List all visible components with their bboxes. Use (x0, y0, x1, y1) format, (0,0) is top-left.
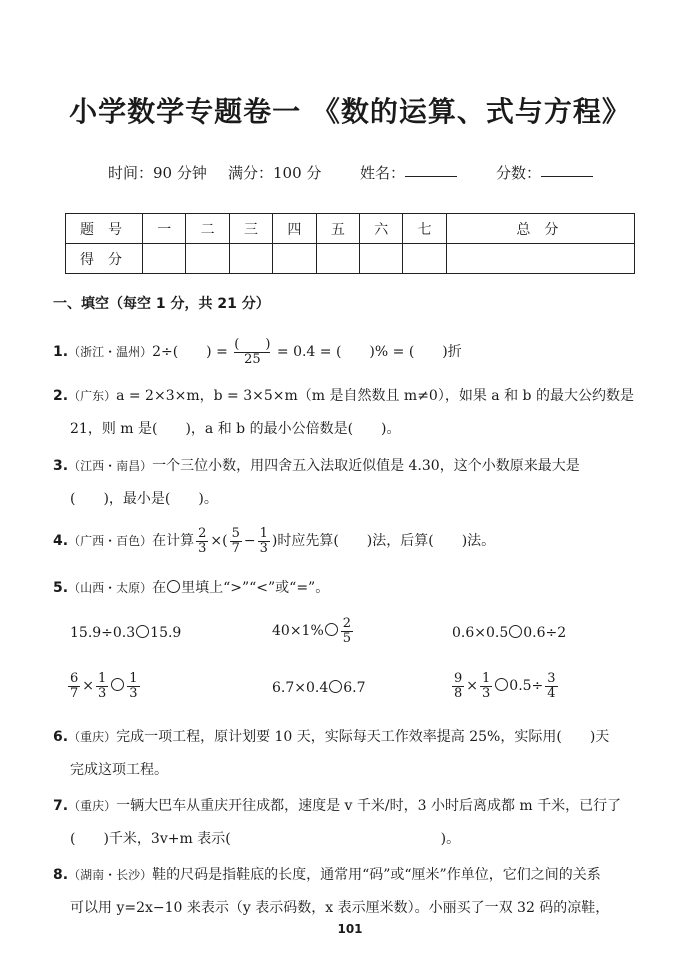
expr-left: 0.6×0.5 (452, 625, 509, 641)
expr-right: 0.6÷2 (523, 625, 567, 641)
question-text: 2÷( ) = (152, 344, 233, 361)
expr-left: 15.9÷0.3 (70, 625, 136, 641)
section-heading: 一、填空（每空 1 分，共 21 分） (53, 296, 270, 312)
score-cell[interactable] (446, 244, 634, 274)
header-cell: 四 (273, 214, 316, 244)
denominator: 3 (259, 540, 268, 556)
compare-expression-6 (450, 672, 560, 700)
question-source: （江西・南昌） (68, 459, 153, 473)
fraction (545, 672, 557, 700)
question-3 (53, 455, 580, 475)
compare-expression-5 (272, 680, 366, 696)
question-text: 完成一项工程，原计划要 10 天，实际每天工作效率提高 25%，实际用( )天 (116, 729, 610, 745)
question-1 (53, 338, 462, 366)
score-row-label: 得分 (66, 244, 143, 274)
compare-circle[interactable] (495, 678, 508, 691)
header-cell: 七 (403, 214, 446, 244)
denominator: 4 (547, 685, 556, 701)
full-score-label: 满分：100 分 (228, 164, 322, 182)
question-text: 一辆大巴车从重庆开往成都，速度是 v 千米/时，3 小时后离成都 m 千米，已行了 (116, 798, 622, 814)
fraction (234, 338, 270, 366)
question-text: 在 (152, 580, 167, 596)
header-cell: 一 (143, 214, 186, 244)
fraction (452, 672, 464, 700)
question-source: （重庆） (68, 730, 117, 744)
score-table (65, 213, 635, 274)
score-blank[interactable] (541, 162, 593, 177)
fraction (258, 527, 270, 555)
fraction (196, 527, 208, 555)
expr-right: 15.9 (150, 625, 182, 641)
fraction (68, 672, 80, 700)
expr-right: 6.7 (343, 680, 366, 696)
question-source: （广西・百色） (68, 534, 153, 549)
numerator: 2 (198, 526, 207, 541)
expr-left: 6.7×0.4 (272, 680, 329, 696)
header-cell: 总分 (446, 214, 634, 244)
question-text: 里填上“>”“<”或“=”。 (181, 580, 330, 596)
question-4 (53, 527, 495, 555)
question-text: − (243, 533, 256, 550)
compare-circle[interactable] (509, 625, 522, 638)
question-2 (53, 385, 634, 405)
score-table-header-row (66, 214, 635, 244)
score-cell[interactable] (403, 244, 446, 274)
denominator: 5 (342, 630, 352, 646)
question-6-line-2: 完成这项工程。 (70, 762, 168, 778)
score-cell[interactable] (186, 244, 229, 274)
question-number: 3. (53, 458, 69, 474)
question-text: a = 2×3×m，b = 3×5×m（m 是自然数且 m≠0），如果 a 和 b 的最大公约数是 (116, 388, 634, 404)
fraction (480, 672, 492, 700)
fraction (96, 672, 108, 700)
score-cell[interactable] (229, 244, 272, 274)
question-5 (53, 577, 329, 597)
numerator: 2 (342, 616, 352, 631)
name-label: 姓名： (360, 164, 406, 182)
question-number: 4. (53, 533, 69, 550)
question-7 (53, 795, 621, 815)
score-cell[interactable] (273, 244, 316, 274)
fraction (127, 672, 139, 700)
denominator: 3 (98, 685, 107, 701)
denominator: 7 (70, 685, 79, 701)
numerator: 3 (547, 671, 556, 686)
question-8-line-2: 可以用 y=2x−10 来表示（y 表示码数，x 表示厘米数）。小丽买了一双 32 码的凉鞋， (70, 900, 610, 916)
denominator: 25 (234, 352, 270, 367)
numerator: 1 (98, 671, 107, 686)
header-cell: 二 (186, 214, 229, 244)
expr-left: 40×1% (272, 623, 324, 640)
question-text: 一个三位小数，用四舍五入法取近似值是 4.30，这个小数原来最大是 (152, 458, 580, 474)
question-source: （湖南・长沙） (68, 868, 153, 882)
numerator: 1 (259, 526, 268, 541)
score-table-score-row (66, 244, 635, 274)
expr-right: 0.5÷ (509, 678, 544, 695)
denominator: 3 (198, 540, 207, 556)
question-number: 6. (53, 729, 69, 745)
time-label: 时间：90 分钟 (108, 164, 207, 182)
compare-expression-1 (70, 625, 181, 641)
numerator: 6 (70, 671, 79, 686)
fraction (230, 527, 242, 555)
question-text: ×( (210, 533, 228, 550)
denominator: 3 (129, 685, 138, 701)
operator: × (82, 678, 95, 695)
question-number: 8. (53, 867, 69, 883)
denominator: 7 (231, 540, 240, 556)
fraction (341, 617, 353, 645)
numerator: ( ) (234, 337, 271, 352)
numerator: 1 (129, 671, 138, 686)
compare-circle[interactable] (325, 623, 338, 636)
numerator: 9 (454, 671, 463, 686)
circle-icon (167, 580, 180, 593)
question-number: 7. (53, 798, 69, 814)
denominator: 3 (482, 685, 491, 701)
question-number: 2. (53, 388, 69, 404)
question-source: （浙江・温州） (68, 345, 153, 360)
score-cell[interactable] (143, 244, 186, 274)
question-source: （广东） (68, 389, 117, 403)
score-label: 分数： (496, 164, 542, 182)
header-cell: 三 (229, 214, 272, 244)
question-source: （山西・太原） (68, 581, 153, 595)
header-cell: 题号 (66, 214, 143, 244)
compare-circle[interactable] (329, 680, 342, 693)
question-6 (53, 726, 609, 746)
page-title: 小学数学专题卷一 《数的运算、式与方程》 (69, 95, 631, 128)
compare-expression-3 (452, 625, 566, 641)
compare-expression-2 (272, 617, 355, 645)
header-cell: 六 (360, 214, 403, 244)
score-cell[interactable] (360, 244, 403, 274)
name-blank[interactable] (405, 162, 457, 177)
question-8 (53, 864, 601, 884)
question-text: 鞋的尺码是指鞋底的长度，通常用“码”或“厘米”作单位，它们之间的关系 (152, 867, 601, 883)
question-number: 5. (53, 580, 69, 596)
compare-expression-4 (66, 672, 142, 700)
page-number: 101 (337, 922, 363, 936)
compare-circle[interactable] (111, 678, 124, 691)
question-source: （重庆） (68, 799, 117, 813)
header-cell: 五 (316, 214, 359, 244)
numerator: 5 (231, 526, 240, 541)
denominator: 8 (454, 685, 463, 701)
question-3-line-2: ( )，最小是( )。 (70, 491, 218, 507)
question-text: = 0.4 = ( )% = ( )折 (272, 344, 462, 361)
numerator: 1 (482, 671, 491, 686)
question-number: 1. (53, 344, 69, 361)
compare-circle[interactable] (136, 625, 149, 638)
question-7-line-2: ( )千米，3v+m 表示( )。 (70, 831, 461, 847)
question-2-line-2: 21，则 m 是( )，a 和 b 的最小公倍数是( )。 (70, 421, 401, 437)
question-text: )时应先算( )法，后算( )法。 (271, 533, 496, 550)
score-cell[interactable] (316, 244, 359, 274)
question-text: 在计算 (152, 533, 195, 550)
operator: × (466, 678, 479, 695)
